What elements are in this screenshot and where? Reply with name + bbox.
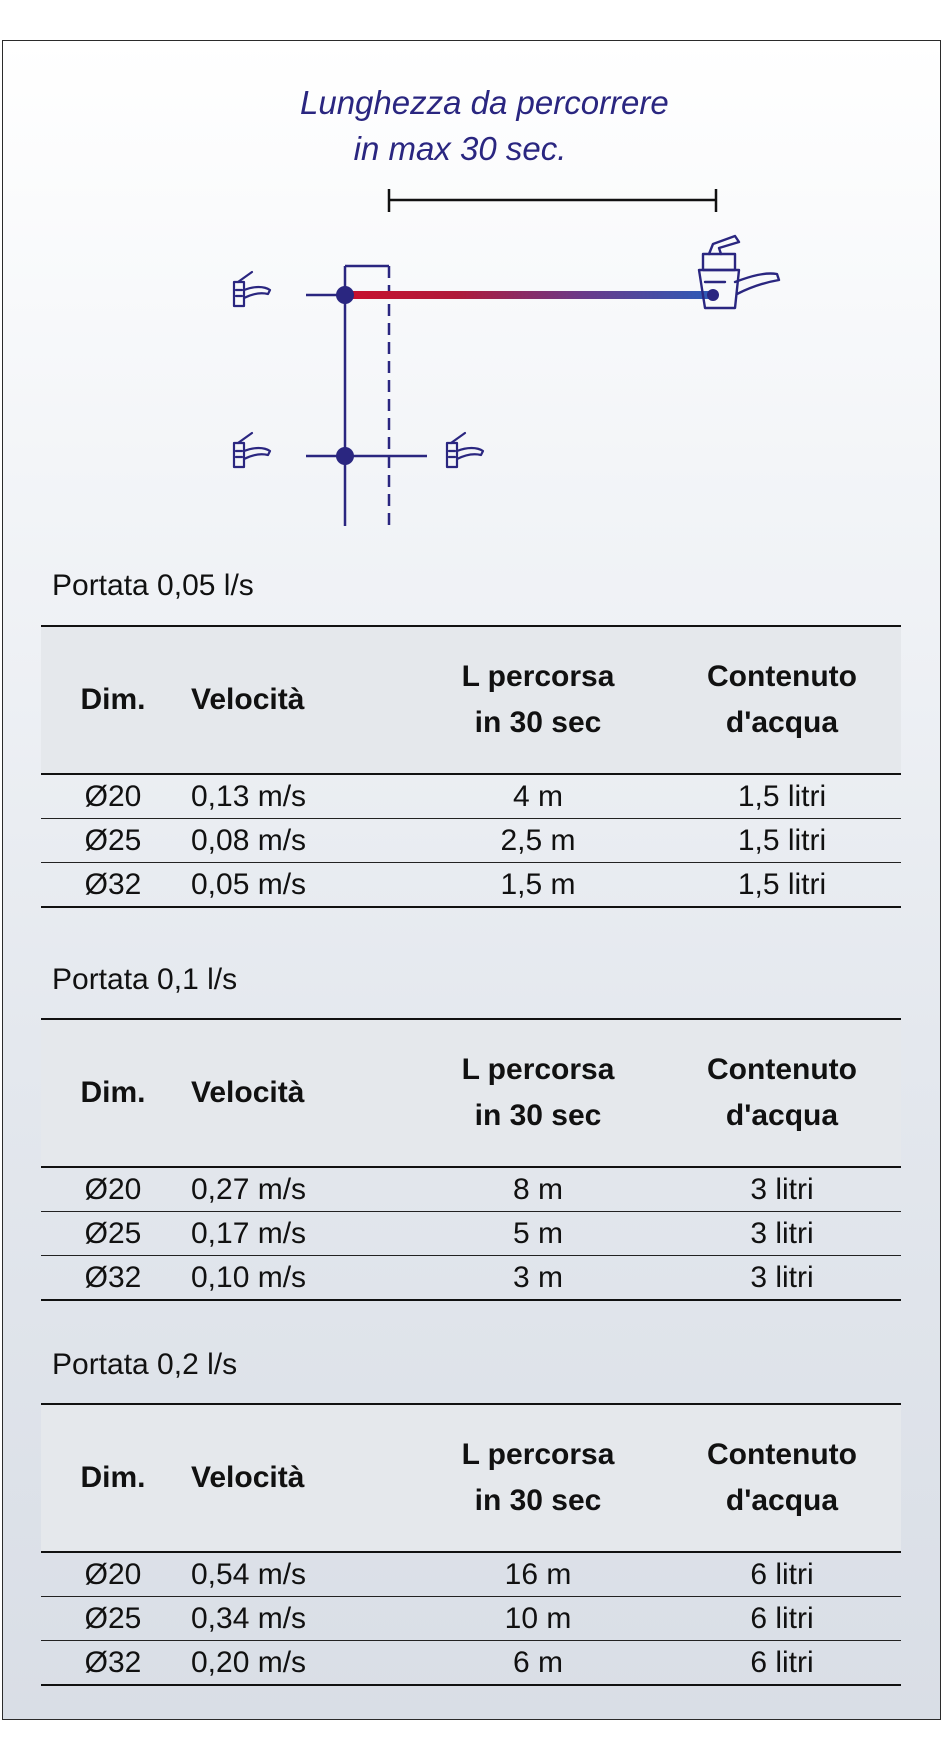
header-content-line-1: Contenuto (707, 1438, 857, 1471)
table-row (41, 1212, 901, 1256)
cell-dim: Ø25 (41, 1597, 185, 1641)
header-length-line-1: L percorsa (461, 660, 615, 693)
cell-length: 1,5 m (413, 863, 663, 908)
table-header-row (41, 626, 901, 774)
table-row (41, 863, 901, 908)
header-length (413, 1404, 663, 1552)
table-title-flow-0-05: Portata 0,05 l/s (52, 569, 254, 602)
cell-content: 3 litri (663, 1167, 901, 1212)
diagram-title-line-2: in max 30 sec. (353, 130, 567, 167)
header-length (413, 1019, 663, 1167)
cell-velocity: 0,20 m/s (185, 1641, 413, 1686)
faucet-icon (447, 433, 483, 467)
table-title-flow-0-2: Portata 0,2 l/s (52, 1348, 238, 1381)
table-header-row (41, 1404, 901, 1552)
riser-pipe (306, 266, 427, 526)
flow-table-0-1 (41, 1018, 901, 1301)
length-dimension-line (389, 189, 716, 212)
cell-length: 10 m (413, 1597, 663, 1641)
flow-table-0-2 (41, 1403, 901, 1686)
cell-content: 1,5 litri (663, 774, 901, 819)
cell-length: 8 m (413, 1167, 663, 1212)
cell-content: 1,5 litri (663, 819, 901, 863)
table-row (41, 774, 901, 819)
cell-content: 6 litri (663, 1597, 901, 1641)
header-content (663, 1404, 901, 1552)
header-length-line-2: in 30 sec (474, 1099, 602, 1132)
table-row (41, 1597, 901, 1641)
pipe-diagram (0, 0, 945, 560)
cell-velocity: 0,34 m/s (185, 1597, 413, 1641)
header-length-line-1: L percorsa (461, 1053, 615, 1086)
cell-content: 1,5 litri (663, 863, 901, 908)
cell-length: 16 m (413, 1552, 663, 1597)
cell-velocity: 0,13 m/s (185, 774, 413, 819)
cell-velocity: 0,05 m/s (185, 863, 413, 908)
faucet-icon (234, 433, 270, 467)
cell-content: 3 litri (663, 1212, 901, 1256)
cell-dim: Ø25 (41, 1212, 185, 1256)
cell-velocity: 0,54 m/s (185, 1552, 413, 1597)
table-row (41, 1167, 901, 1212)
cell-velocity: 0,08 m/s (185, 819, 413, 863)
cell-dim: Ø32 (41, 1256, 185, 1301)
header-dim: Dim. (41, 626, 185, 774)
table-row (41, 819, 901, 863)
cell-length: 3 m (413, 1256, 663, 1301)
table-header-row (41, 1019, 901, 1167)
header-dim: Dim. (41, 1404, 185, 1552)
cell-length: 5 m (413, 1212, 663, 1256)
table-row (41, 1256, 901, 1301)
header-length (413, 626, 663, 774)
header-content-line-2: d'acqua (725, 1099, 839, 1132)
header-dim: Dim. (41, 1019, 185, 1167)
cell-length: 2,5 m (413, 819, 663, 863)
faucet-icon (234, 272, 270, 306)
table-row (41, 1641, 901, 1686)
pipe-end-node (707, 289, 719, 301)
cell-velocity: 0,27 m/s (185, 1167, 413, 1212)
header-length-line-2: in 30 sec (474, 706, 602, 739)
header-length-line-2: in 30 sec (474, 1484, 602, 1517)
cell-content: 3 litri (663, 1256, 901, 1301)
cell-length: 6 m (413, 1641, 663, 1686)
cell-content: 6 litri (663, 1641, 901, 1686)
cell-dim: Ø20 (41, 1167, 185, 1212)
header-content (663, 1019, 901, 1167)
cell-velocity: 0,17 m/s (185, 1212, 413, 1256)
hot-cold-pipe (345, 291, 713, 299)
junction-node-lower (336, 447, 354, 465)
header-content-line-2: d'acqua (725, 1484, 839, 1517)
cell-dim: Ø20 (41, 774, 185, 819)
junction-node-upper (336, 286, 354, 304)
table-title-flow-0-1: Portata 0,1 l/s (52, 963, 238, 996)
header-velocity: Velocità (185, 1019, 413, 1167)
header-content-line-2: d'acqua (725, 706, 839, 739)
flow-table-0-05 (41, 625, 901, 908)
cell-dim: Ø32 (41, 1641, 185, 1686)
cell-dim: Ø25 (41, 819, 185, 863)
header-velocity: Velocità (185, 626, 413, 774)
cell-dim: Ø20 (41, 1552, 185, 1597)
cell-length: 4 m (413, 774, 663, 819)
cell-dim: Ø32 (41, 863, 185, 908)
header-content-line-1: Contenuto (707, 1053, 857, 1086)
header-content (663, 626, 901, 774)
diagram-title-line-1: Lunghezza da percorrere (300, 84, 669, 121)
header-length-line-1: L percorsa (461, 1438, 615, 1471)
cell-velocity: 0,10 m/s (185, 1256, 413, 1301)
cell-content: 6 litri (663, 1552, 901, 1597)
header-content-line-1: Contenuto (707, 660, 857, 693)
table-row (41, 1552, 901, 1597)
header-velocity: Velocità (185, 1404, 413, 1552)
